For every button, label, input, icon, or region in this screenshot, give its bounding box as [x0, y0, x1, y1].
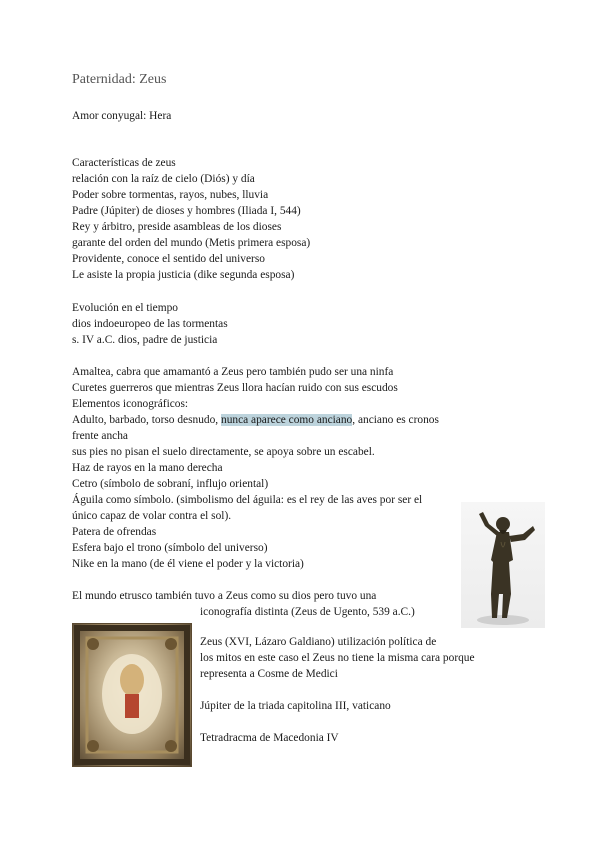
- iconografia-line: Cetro (símbolo de sobraní, influjo oriental): [72, 478, 269, 490]
- zeus-ceiling-painting-image: [72, 623, 192, 767]
- iconografia-line: sus pies no pisan el suelo directamente, se apoya sobre un escabel.: [72, 446, 375, 458]
- iconografia-line: Patera de ofrendas: [72, 526, 157, 538]
- galdiano-line: los mitos en este caso el Zeus no tiene la misma cara porque: [200, 652, 475, 664]
- iconografia-line: Esfera bajo el trono (símbolo del universo): [72, 542, 268, 554]
- etrusco-line-2: iconografía distinta (Zeus de Ugento, 539 a.C.): [200, 606, 415, 618]
- caracteristicas-line: Rey y árbitro, preside asambleas de los dioses: [72, 221, 282, 233]
- evolucion-line: dios indoeuropeo de las tormentas: [72, 318, 228, 330]
- caracteristicas-line: garante del orden del mundo (Metis primera esposa): [72, 237, 311, 249]
- galdiano-line: representa a Cosme de Medici: [200, 668, 338, 680]
- etrusco-line: El mundo etrusco también tuvo a Zeus como su dios pero tuvo una: [72, 590, 377, 602]
- caracteristicas-line: Características de zeus: [72, 157, 176, 169]
- amor-line: Amor conyugal: Hera: [72, 110, 172, 122]
- amaltea-line: Amaltea, cabra que amamantó a Zeus pero también pudo ser una ninfa: [72, 366, 394, 378]
- adulto-pre: Adulto, barbado, torso desnudo,: [72, 414, 222, 426]
- adulto-post: , anciano es cronos: [352, 414, 439, 426]
- highlighted-text[interactable]: nunca aparece como anciano: [221, 414, 353, 426]
- tetradracma-line: Tetradracma de Macedonia IV: [200, 732, 339, 744]
- caracteristicas-line: relación con la raíz de cielo (Diós) y día: [72, 173, 255, 185]
- caracteristicas-line: Padre (Júpiter) de dioses y hombres (Iliada I, 544): [72, 205, 301, 217]
- zeus-bronze-statue-image: [461, 502, 545, 628]
- iconografia-line: Águila como símbolo. (simbolismo del águila: es el rey de las aves por ser el: [72, 494, 423, 506]
- frente-line: frente ancha: [72, 430, 128, 442]
- iconografia-line: único capaz de volar contra el sol).: [72, 510, 232, 522]
- caracteristicas-line: Poder sobre tormentas, rayos, nubes, lluvia: [72, 189, 269, 201]
- caracteristicas-line: Providente, conoce el sentido del universo: [72, 253, 265, 265]
- curetes-line: Curetes guerreros que mientras Zeus llora hacían ruido con sus escudos: [72, 382, 398, 394]
- evolucion-line: Evolución en el tiempo: [72, 302, 178, 314]
- adulto-line: [72, 412, 439, 428]
- iconografia-line: Haz de rayos en la mano derecha: [72, 462, 223, 474]
- galdiano-line: Zeus (XVI, Lázaro Galdiano) utilización política de: [200, 636, 437, 648]
- elementos-line: Elementos iconográficos:: [72, 398, 189, 410]
- page-title: Paternidad: Zeus: [72, 72, 167, 87]
- iconografia-line: Nike en la mano (de él viene el poder y la victoria): [72, 558, 304, 570]
- evolucion-line: s. IV a.C. dios, padre de justicia: [72, 334, 218, 346]
- jupiter-line: Júpiter de la triada capitolina III, vaticano: [200, 700, 391, 712]
- caracteristicas-line: Le asiste la propia justicia (dike segunda esposa): [72, 269, 295, 281]
